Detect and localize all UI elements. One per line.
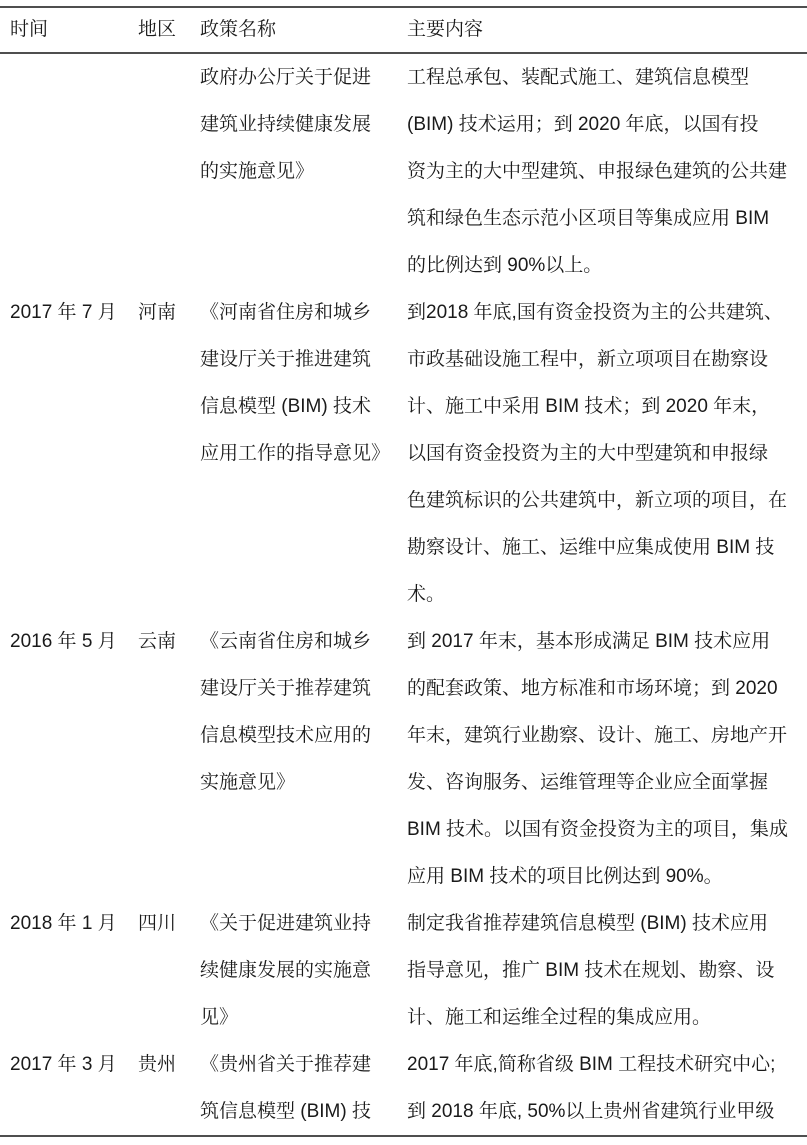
policy-line: 《云南省住房和城乡: [200, 631, 372, 652]
content-line: 的比例达到 90%以上。: [407, 255, 603, 276]
content-line: 资为主的大中型建筑、申报绿色建筑的公共建: [407, 161, 788, 182]
table-row: [0, 618, 807, 900]
region-value: 贵州: [138, 1054, 177, 1075]
cell-region: [138, 289, 200, 618]
time-value: 2017 年 3 月: [10, 1054, 117, 1075]
content-line: (BIM) 技术运用；到 2020 年底，以国有投: [407, 114, 759, 135]
cell-content: [407, 900, 807, 1041]
bim-policy-table: [0, 6, 807, 1137]
content-line: 到 2018 年底, 50%以上贵州省建筑行业甲级: [407, 1101, 775, 1122]
region-value: 云南: [138, 631, 177, 652]
policy-line: 建设厅关于推荐建筑: [200, 678, 372, 699]
cell-time: [0, 1041, 138, 1136]
policy-line: 的实施意见》: [200, 161, 315, 182]
cell-region: [138, 618, 200, 900]
policy-line: 见》: [200, 1007, 239, 1028]
content-line: 年末，建筑行业勘察、设计、施工、房地产开: [407, 725, 788, 746]
time-value: 2018 年 1 月: [10, 913, 117, 934]
content-line: 制定我省推荐建筑信息模型 (BIM) 技术应用: [407, 913, 768, 934]
content-line: 到2018 年底,国有资金投资为主的公共建筑、: [407, 302, 783, 323]
cell-time: [0, 289, 138, 618]
table-row: [0, 53, 807, 289]
policy-line: 《河南省住房和城乡: [200, 302, 372, 323]
content-line: 计、施工和运维全过程的集成应用。: [407, 1007, 712, 1028]
table-header-row: [0, 7, 807, 53]
policy-line: 《贵州省关于推荐建: [200, 1054, 372, 1075]
cell-content: [407, 618, 807, 900]
cell-policy: [200, 289, 407, 618]
policy-line: 续健康发展的实施意: [200, 960, 372, 981]
policy-line: 信息模型 (BIM) 技术: [200, 396, 371, 417]
policy-line: 实施意见》: [200, 772, 296, 793]
cell-region: [138, 1041, 200, 1136]
content-line: 工程总承包、装配式施工、建筑信息模型: [407, 67, 750, 88]
content-line: 应用 BIM 技术的项目比例达到 90%。: [407, 866, 723, 887]
content-line: 勘察设计、施工、运维中应集成使用 BIM 技: [407, 537, 775, 558]
content-line: 计、施工中采用 BIM 技术；到 2020 年末，: [407, 396, 771, 417]
policy-line: 建筑业持续健康发展: [200, 114, 372, 135]
cell-policy: [200, 53, 407, 289]
content-line: 到 2017 年末，基本形成满足 BIM 技术应用: [407, 631, 771, 652]
table-row: [0, 900, 807, 1041]
table-row: [0, 1041, 807, 1136]
column-header-region: 地区: [138, 19, 177, 40]
content-line: 术。: [407, 584, 446, 605]
cell-region: [138, 53, 200, 289]
cell-time: [0, 618, 138, 900]
policy-line: 信息模型技术应用的: [200, 725, 372, 746]
cell-policy: [200, 1041, 407, 1136]
region-value: 四川: [138, 913, 177, 934]
cell-region: [138, 900, 200, 1041]
policy-line: 建设厅关于推进建筑: [200, 349, 372, 370]
cell-content: [407, 289, 807, 618]
column-header-content: 主要内容: [407, 19, 484, 40]
cell-time: [0, 53, 138, 289]
content-line: 以国有资金投资为主的大中型建筑和申报绿: [407, 443, 769, 464]
column-header-policy: 政策名称: [200, 19, 277, 40]
region-value: 河南: [138, 302, 177, 323]
cell-time: [0, 900, 138, 1041]
cell-content: [407, 53, 807, 289]
column-header-time: 时间: [10, 19, 49, 40]
content-line: 指导意见，推广 BIM 技术在规划、勘察、设: [407, 960, 775, 981]
policy-line: 《关于促进建筑业持: [200, 913, 372, 934]
policy-line: 筑信息模型 (BIM) 技: [200, 1101, 371, 1122]
content-line: 色建筑标识的公共建筑中，新立项的项目，在: [407, 490, 788, 511]
policy-line: 应用工作的指导意见》: [200, 443, 391, 464]
content-line: 市政基础设施工程中，新立项项目在勘察设: [407, 349, 769, 370]
time-value: 2016 年 5 月: [10, 631, 117, 652]
content-line: 发、咨询服务、运维管理等企业应全面掌握: [407, 772, 769, 793]
policy-line: 政府办公厅关于促进: [200, 67, 372, 88]
content-line: 2017 年底,简称省级 BIM 工程技术研究中心;: [407, 1054, 776, 1075]
cell-policy: [200, 618, 407, 900]
table-row: [0, 289, 807, 618]
cell-content: [407, 1041, 807, 1136]
content-line: 的配套政策、地方标准和市场环境；到 2020: [407, 678, 778, 699]
cell-policy: [200, 900, 407, 1041]
content-line: 筑和绿色生态示范小区项目等集成应用 BIM: [407, 208, 770, 229]
time-value: 2017 年 7 月: [10, 302, 117, 323]
content-line: BIM 技术。以国有资金投资为主的项目，集成: [407, 819, 789, 840]
